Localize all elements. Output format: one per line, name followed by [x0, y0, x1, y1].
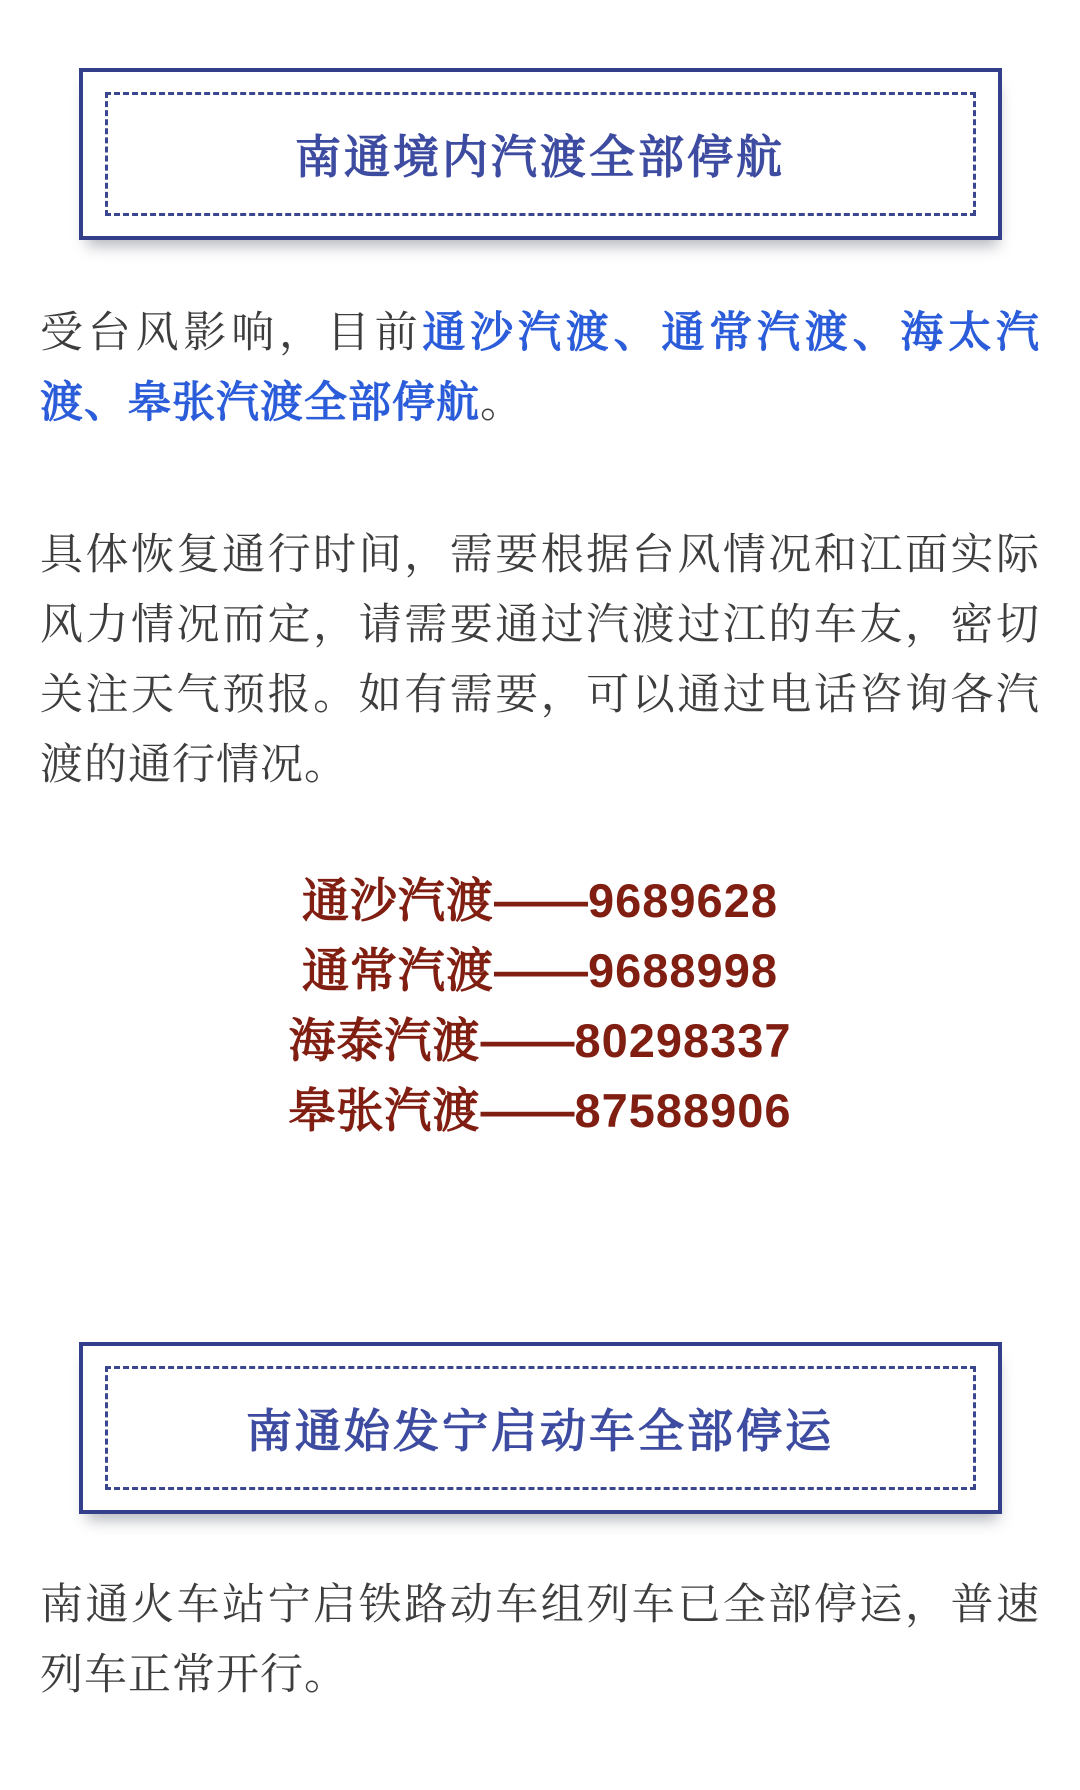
- ferry-intro-paragraph: [40, 298, 1040, 438]
- article-page: [0, 68, 1080, 1790]
- phone-row-tongchang: [0, 936, 1080, 1006]
- ferry-notice-title: 南通境内汽渡全部停航: [295, 131, 785, 183]
- ferry-intro-suffix: 。: [480, 379, 524, 427]
- ferry-phone-list: [0, 866, 1080, 1146]
- dash-separator: ——: [494, 944, 588, 997]
- phone-number: 87588906: [574, 1084, 792, 1137]
- dash-separator: ——: [494, 874, 588, 927]
- dash-separator: ——: [480, 1084, 575, 1137]
- dash-separator: ——: [480, 1014, 575, 1067]
- ferry-name: 皋张汽渡: [288, 1084, 481, 1137]
- train-notice-box: [79, 1342, 1002, 1514]
- ferry-name: 海泰汽渡: [288, 1014, 481, 1067]
- ferry-intro-prefix: 受台风影响，目前: [40, 309, 423, 357]
- ferry-name: 通常汽渡: [302, 944, 494, 997]
- phone-row-haitai: [0, 1006, 1080, 1076]
- phone-row-gaozhang: [0, 1076, 1080, 1146]
- ferry-name: 通沙汽渡: [302, 874, 494, 927]
- train-notice-box-dashed-frame: [105, 1366, 976, 1490]
- phone-row-tongsha: [0, 866, 1080, 936]
- ferry-intro-highlight: 通沙汽渡、通常汽渡、海太汽渡、皋张汽渡全部停航: [40, 309, 1041, 427]
- phone-number: 80298337: [574, 1014, 792, 1067]
- train-notice-title: 南通始发宁启动车全部停运: [246, 1405, 834, 1457]
- phone-number: 9689628: [588, 874, 778, 927]
- ferry-detail-paragraph: 具体恢复通行时间，需要根据台风情况和江面实际风力情况而定，请需要通过汽渡过江的车友，密切关注天气预报。如有需要，可以通过电话咨询各汽渡的通行情况。: [40, 531, 1040, 789]
- phone-number: 9688998: [588, 944, 778, 997]
- train-paragraph: 南通火车站宁启铁路动车组列车已全部停运，普速列车正常开行。: [40, 1581, 1040, 1699]
- ferry-notice-box-dashed-frame: [105, 92, 976, 216]
- ferry-notice-box: [79, 68, 1002, 240]
